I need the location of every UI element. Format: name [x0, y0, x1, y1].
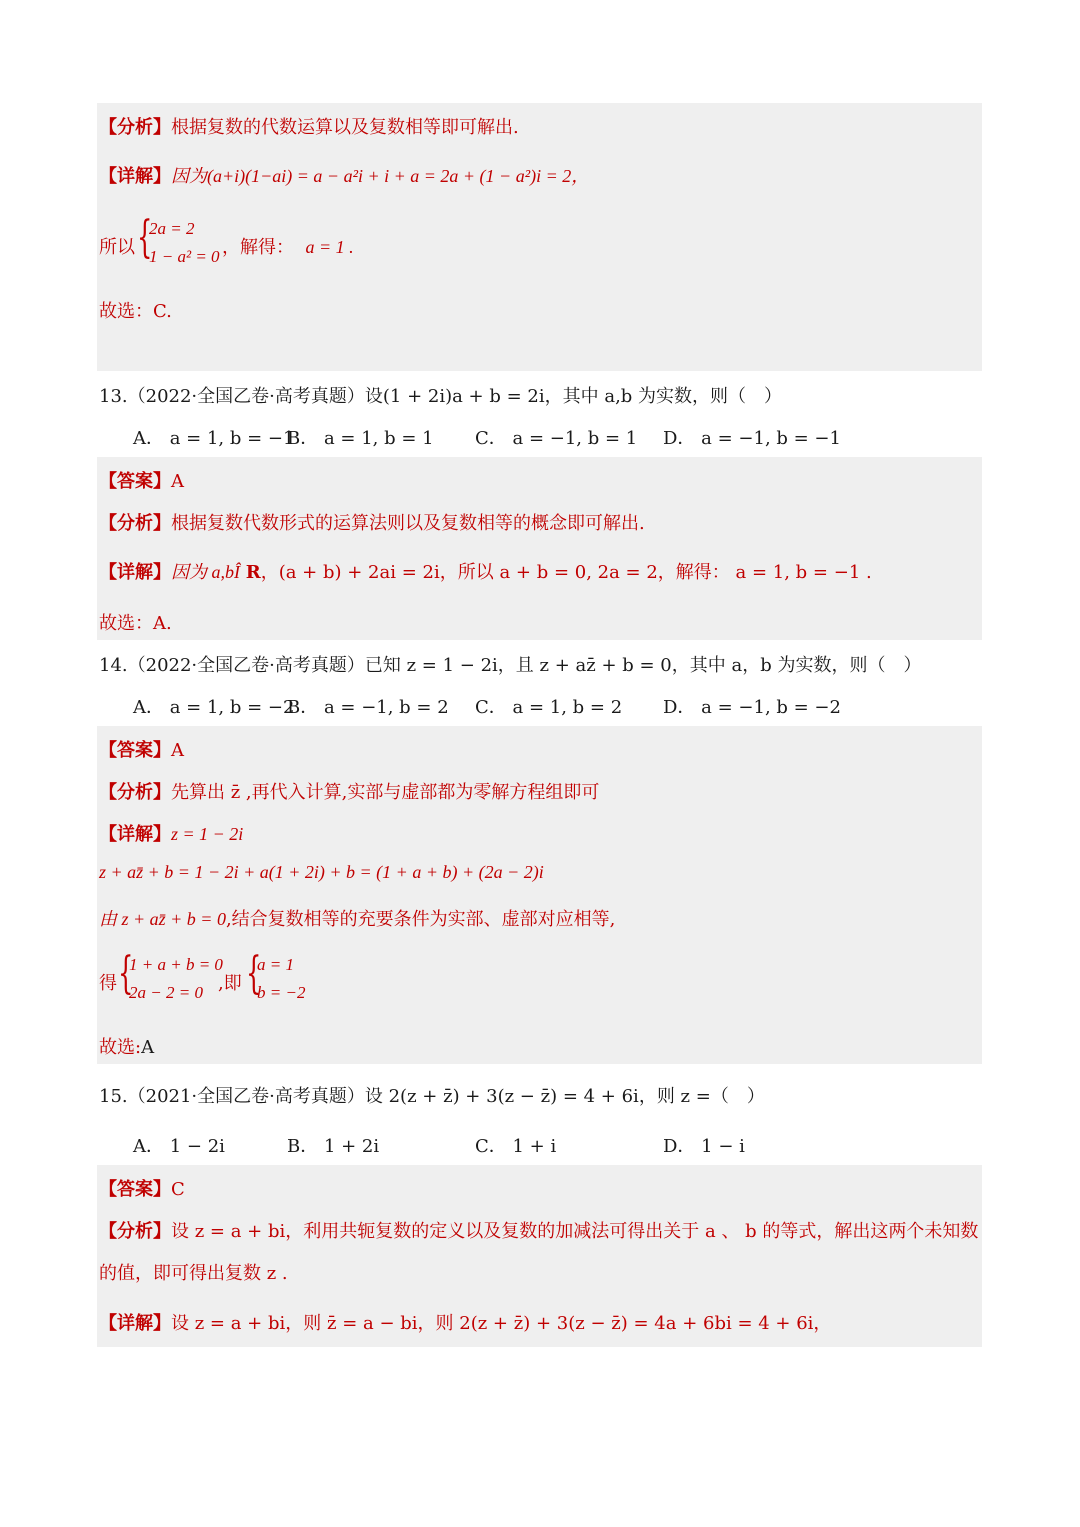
q14-option-b: B． a = −1, b = 2 [287, 697, 449, 718]
answer-value: A [171, 740, 184, 761]
analysis-tag: 【分析】 [99, 117, 171, 138]
expand-line-14: z + az̄ + b = 1 − 2i + a(1 + 2i) + b = (1 + a + b) + (2a − 2)i [99, 862, 544, 882]
analysis-text: 根据复数代数形式的运算法则以及复数相等的概念即可解出. [171, 513, 645, 534]
result-brace-14: { [246, 948, 262, 999]
system-brace-12: { [137, 212, 153, 263]
q13-option-c: C． a = −1, b = 1 [475, 428, 638, 449]
answer-line-15 [99, 1175, 185, 1201]
analysis-text: 根据复数的代数运算以及复数相等即可解出. [171, 117, 519, 138]
solution-box-14 [97, 726, 982, 1064]
so-label: 所以 [99, 237, 135, 258]
q13-option-d: D． a = −1, b = −1 [663, 428, 841, 449]
condition-pre: 由 z + az̄ + b = 0 [99, 909, 226, 929]
q15-option-a: A． 1 − 2i [133, 1136, 225, 1157]
detail-text: 因为(a+i)(1−ai) = a − a²i + i + a = 2a + (1 − a²)i = 2， [171, 166, 590, 186]
system-row-2: 1 − a² = 0 [149, 247, 220, 266]
system-row-1: 2a = 2 [149, 219, 195, 238]
detail-line-13 [99, 558, 872, 584]
q14-option-c: C． a = 1, b = 2 [475, 697, 623, 718]
answer-value: A [171, 471, 184, 492]
result-row-2: b = −2 [257, 983, 306, 1002]
analysis-tag: 【分析】 [99, 1221, 171, 1242]
choose-line-12: 故选：C. [99, 301, 172, 322]
solve-result: a = 1 . [305, 237, 354, 257]
q15-option-c: C． 1 + i [475, 1136, 557, 1157]
condition-line-14 [99, 905, 615, 931]
q13-option-a: A． a = 1, b = −1 [133, 428, 295, 449]
ie-label: ,即 [218, 973, 242, 994]
result-row-1: a = 1 [257, 955, 294, 974]
q15-option-d: D． 1 − i [663, 1136, 745, 1157]
system-row-1: 1 + a + b = 0 [129, 955, 223, 974]
choose-line-13: 故选：A. [99, 613, 172, 634]
detail-text: 设 z = a + bi，则 z̄ = a − bi，则 2(z + z̄) + 3(z − z̄) = 4a + 6bi = 4 + 6i， [171, 1313, 832, 1334]
answer-value: C [171, 1179, 185, 1200]
get-label: 得 [99, 973, 117, 994]
answer-tag: 【答案】 [99, 740, 171, 761]
analysis-line-15-cont: 的值，即可得出复数 z . [99, 1263, 288, 1284]
detail-line-12 [99, 162, 589, 188]
answer-line-13 [99, 467, 184, 493]
analysis-line-14 [99, 778, 599, 804]
detail-pre: 因为 a,bÎ [171, 562, 240, 582]
analysis-tag: 【分析】 [99, 513, 171, 534]
solution-box-13 [97, 457, 982, 640]
q13-option-b: B． a = 1, b = 1 [287, 428, 434, 449]
analysis-tag: 【分析】 [99, 782, 171, 803]
analysis-line-12 [99, 113, 519, 139]
condition-post: ,结合复数相等的充要条件为实部、虚部对应相等, [225, 909, 616, 930]
detail-real-set: R [245, 562, 261, 583]
choose-line-14 [99, 1033, 154, 1059]
solve-label: ，解得： [222, 237, 294, 258]
detail-line-14 [99, 820, 243, 846]
solve-text [222, 233, 354, 259]
q14-option-d: D． a = −1, b = −2 [663, 697, 841, 718]
detail-line-15 [99, 1309, 831, 1335]
choose-value: A [141, 1037, 155, 1058]
system-brace-14: { [118, 948, 134, 999]
answer-tag: 【答案】 [99, 1179, 171, 1200]
question-13-stem: 13.（2022·全国乙卷·高考真题）设(1 + 2i)a + b = 2i，其中 a,b 为实数，则（ ） [99, 386, 783, 407]
analysis-line-13 [99, 509, 645, 535]
detail-text: z = 1 − 2i [171, 824, 244, 844]
detail-post: ，(a + b) + 2ai = 2i，所以 a + b = 0, 2a = 2，解得： a = 1, b = −1 . [260, 562, 872, 583]
analysis-text: 设 z = a + bi，利用共轭复数的定义以及复数的加减法可得出关于 a 、 b 的等式，解出这两个未知数 [171, 1221, 979, 1242]
answer-line-14 [99, 736, 184, 762]
detail-tag: 【详解】 [99, 166, 171, 187]
choose-label: 故选: [99, 1037, 142, 1058]
question-15-stem: 15.（2021·全国乙卷·高考真题）设 2(z + z̄) + 3(z − z̄) = 4 + 6i，则 z =（ ） [99, 1086, 765, 1107]
detail-tag: 【详解】 [99, 824, 171, 845]
q14-option-a: A． a = 1, b = −2 [133, 697, 295, 718]
detail-tag: 【详解】 [99, 1313, 171, 1334]
system-row-2: 2a − 2 = 0 [129, 983, 203, 1002]
analysis-text: 先算出 z̄ ,再代入计算,实部与虚部都为零解方程组即可 [171, 782, 600, 803]
analysis-line-15 [99, 1217, 978, 1243]
detail-tag: 【详解】 [99, 562, 171, 583]
q15-option-b: B． 1 + 2i [287, 1136, 380, 1157]
question-14-stem: 14.（2022·全国乙卷·高考真题）已知 z = 1 − 2i，且 z + az̄ + b = 0，其中 a，b 为实数，则（ ） [99, 655, 922, 676]
answer-tag: 【答案】 [99, 471, 171, 492]
